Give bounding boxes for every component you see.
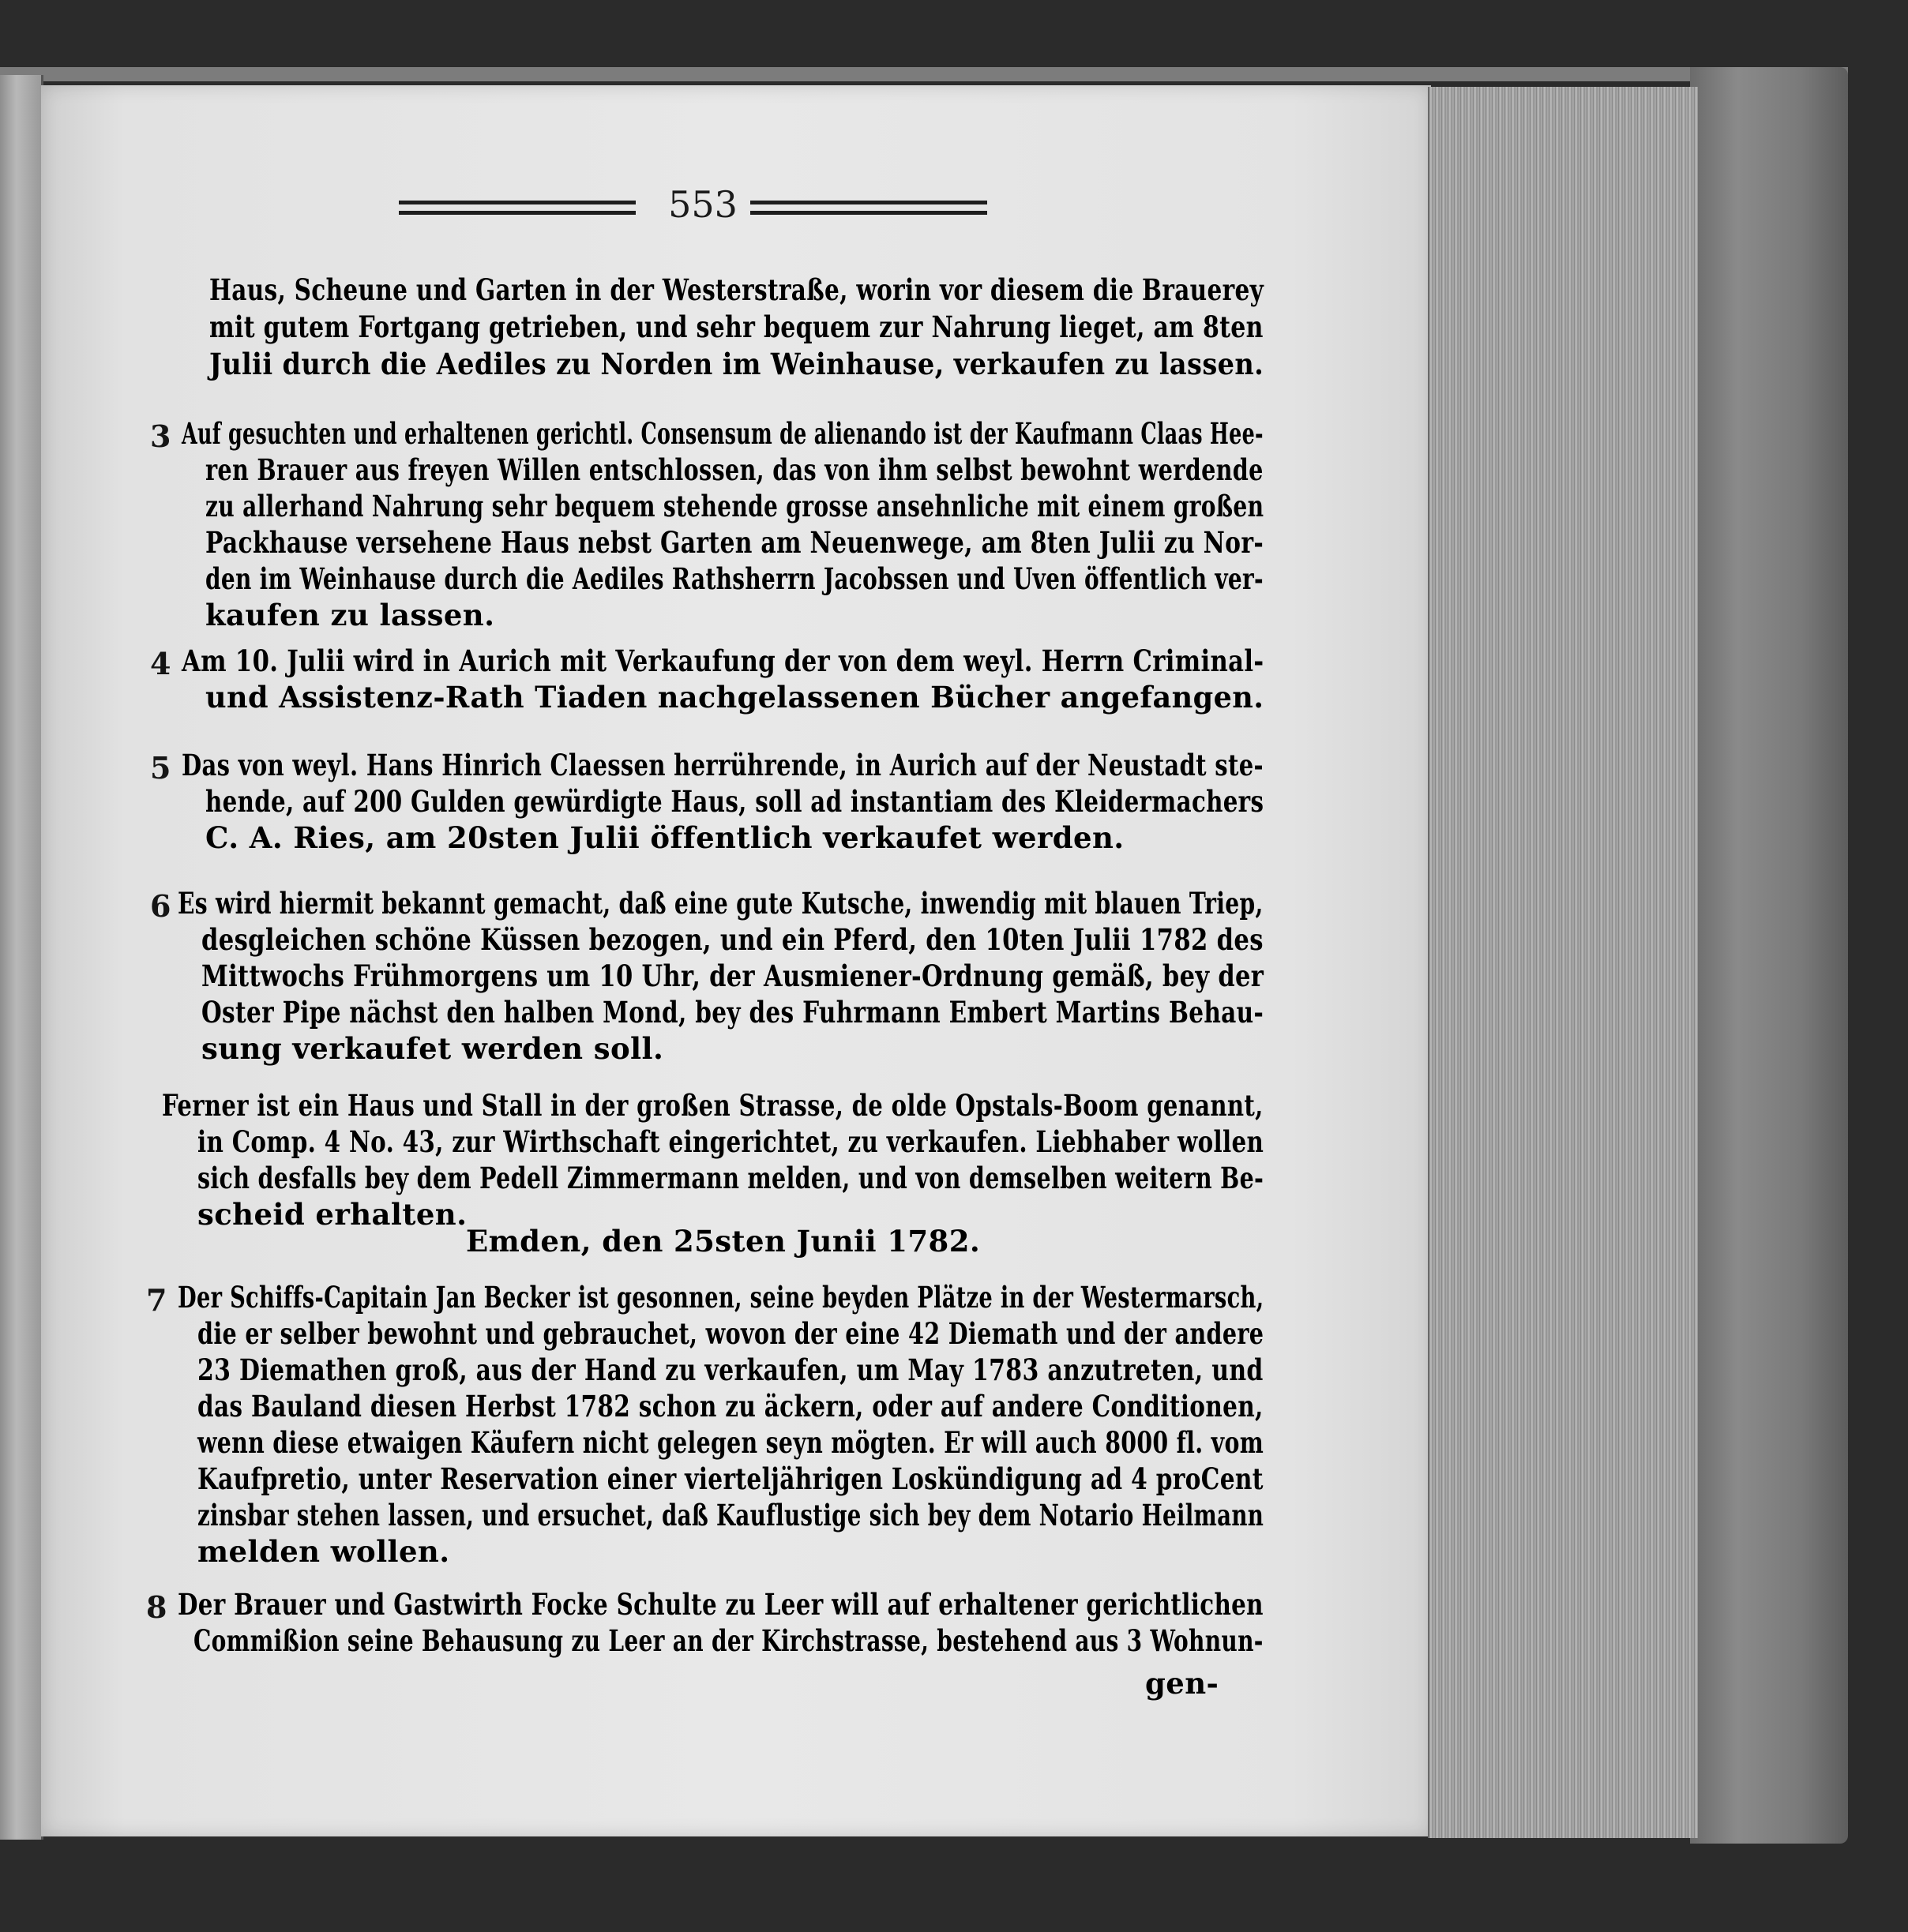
text-line: Julii durch die Aediles zu Norden im Weinhause, verkaufen zu lassen. [209, 347, 1264, 381]
page-number: 553 [668, 183, 738, 226]
text-line: das Bauland diesen Herbst 1782 schon zu äckern, oder auf andere Conditionen, [197, 1389, 1264, 1424]
text-line: sich desfalls bey dem Pedell Zimmermann melden, und von demselben weitern Be- [197, 1161, 1264, 1195]
catchword: gen- [1145, 1666, 1219, 1701]
text-line: sung verkaufet werden soll. [201, 1031, 664, 1066]
entry-number: 5 [150, 750, 171, 786]
text-line: scheid erhalten. [197, 1197, 468, 1232]
entry-number: 6 [150, 888, 171, 924]
text-line: Oster Pipe nächst den halben Mond, bey des Fuhrmann Embert Martins Behau- [201, 995, 1264, 1030]
text-line: C. A. Ries, am 20sten Julii öffentlich verkaufet werden. [205, 820, 1125, 855]
text-line: 23 Diemathen groß, aus der Hand zu verkaufen, um May 1783 anzutreten, und [197, 1352, 1264, 1387]
text-line: hende, auf 200 Gulden gewürdigte Haus, soll ad instantiam des Kleidermachers [205, 784, 1264, 819]
text-line: melden wollen. [197, 1534, 450, 1569]
head-rule-left [399, 201, 636, 215]
text-line: wenn diese etwaigen Käufern nicht gelegen seyn mögten. Er will auch 8000 fl. vom [197, 1425, 1264, 1460]
page-stack-edge [1428, 87, 1698, 1838]
entry-number: 8 [146, 1589, 167, 1625]
book-cover-top [0, 67, 1848, 81]
text-line: mit gutem Fortgang getrieben, und sehr bequem zur Nahrung lieget, am 8ten [209, 309, 1264, 344]
text-line: ren Brauer aus freyen Willen entschlossen, das von ihm selbst bewohnt werdende [205, 452, 1264, 487]
text-line: desgleichen schöne Küssen bezogen, und ein Pferd, den 10ten Julii 1782 des [201, 922, 1264, 957]
text-line: Packhause versehene Haus nebst Garten am Neuenwege, am 8ten Julii zu Nor- [205, 525, 1264, 560]
text-line: in Comp. 4 No. 43, zur Wirthschaft eingerichtet, zu verkaufen. Liebhaber wollen [197, 1124, 1264, 1159]
head-rule-right [750, 201, 987, 215]
text-line: Commißion seine Behausung zu Leer an der Kirchstrasse, bestehend aus 3 Wohnun- [193, 1623, 1264, 1658]
text-line: Der Schiffs-Capitain Jan Becker ist gesonnen, seine beyden Plätze in der Westermarsch, [178, 1280, 1264, 1315]
text-line: und Assistenz-Rath Tiaden nachgelassenen Bücher angefangen. [205, 680, 1264, 715]
entry-number: 4 [150, 646, 171, 681]
left-page-edge [0, 75, 43, 1840]
text-line: Das von weyl. Hans Hinrich Claessen herrührende, in Aurich auf der Neustadt ste- [182, 748, 1264, 782]
text-line: kaufen zu lassen. [205, 598, 495, 632]
text-line: Der Brauer und Gastwirth Focke Schulte zu Leer will auf erhaltener gerichtlichen [178, 1587, 1264, 1622]
text-line: Mittwochs Frühmorgens um 10 Uhr, der Ausmiener-Ordnung gemäß, bey der [201, 958, 1264, 993]
entry-number: 7 [146, 1282, 167, 1318]
text-line: Ferner ist ein Haus und Stall in der großen Strasse, de olde Opstals-Boom genannt, [162, 1088, 1264, 1123]
text-line: Kaufpretio, unter Reservation einer vierteljährigen Loskündigung ad 4 proCent [197, 1461, 1264, 1496]
text-line: zu allerhand Nahrung sehr bequem stehende grosse ansehnliche mit einem großen [205, 489, 1264, 523]
text-line: Am 10. Julii wird in Aurich mit Verkaufung der von dem weyl. Herrn Criminal- [182, 643, 1264, 678]
text-line: Haus, Scheune und Garten in der Westerstraße, worin vor diesem die Brauerey [209, 272, 1264, 307]
text-line: die er selber bewohnt und gebrauchet, wovon der eine 42 Diemath und der andere [197, 1316, 1264, 1351]
running-head [399, 183, 999, 231]
book-cover-edge [1690, 67, 1848, 1844]
text-line: Auf gesuchten und erhaltenen gerichtl. Consensum de alienando ist der Kaufmann Claas Hee- [182, 416, 1264, 451]
text-line: zinsbar stehen lassen, und ersuchet, daß Kauflustige sich bey dem Notario Heilmann [197, 1498, 1264, 1532]
text-line: Es wird hiermit bekannt gemacht, daß eine gute Kutsche, inwendig mit blauen Triep, [178, 886, 1264, 921]
dateline: Emden, den 25sten Junii 1782. [466, 1224, 981, 1259]
entry-number: 3 [150, 418, 171, 454]
text-line: den im Weinhause durch die Aediles Rathsherrn Jacobssen und Uven öffentlich ver- [205, 561, 1264, 596]
